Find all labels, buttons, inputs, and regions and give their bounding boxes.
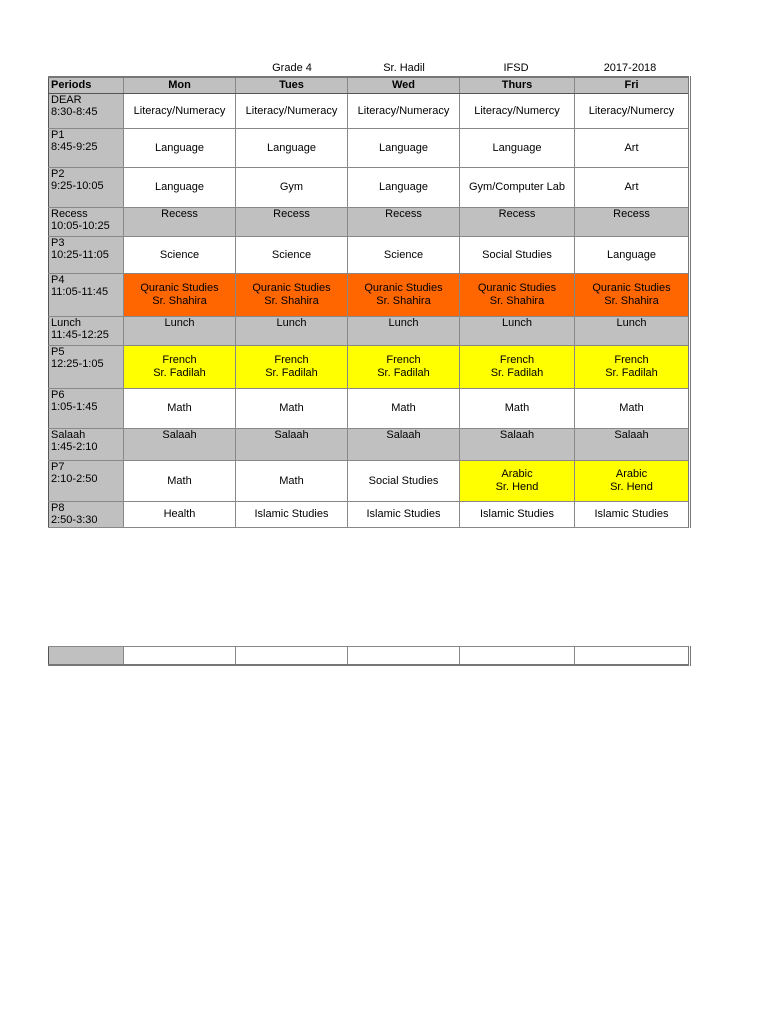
schedule-cell [236,208,348,237]
schedule-cell [460,94,575,129]
periods-header: Periods [49,77,124,94]
day-header: Mon [124,77,236,94]
school-label: IFSD [503,62,529,74]
subject-label: Math [167,402,192,414]
period-cell [49,274,124,317]
subject-label: Arabic [615,468,648,480]
subject-label: Math [504,402,530,414]
schedule-cell [124,168,236,208]
header-row [49,77,690,94]
footer-cell [460,647,575,666]
subject-label: Language [492,141,542,154]
schedule-row [49,168,690,208]
timetable-footer-row [48,646,691,666]
schedule-cell [575,94,690,129]
period-name: Recess [51,208,88,220]
subject-label: Arabic [501,468,533,480]
period-time: 2:10-2:50 [51,473,98,485]
subject-label: Language [267,141,316,154]
period-name: P3 [51,237,65,249]
schedule-cell [460,389,575,429]
schedule-cell [460,208,575,237]
schedule-cell [575,389,690,429]
subject-label: Literacy/Numeracy [357,104,450,117]
period-time: 10:05-10:25 [51,220,110,232]
blank-area [48,529,689,646]
schedule-cell [460,461,575,502]
subject-label: Language [155,141,204,154]
schedule-cell [348,208,460,237]
subject-label: Language [155,181,204,193]
subject-label: Quranic Studies [140,282,219,294]
subject-label: Recess [161,208,198,220]
timetable [48,76,691,528]
schedule-cell [124,346,236,389]
period-name: Lunch [51,317,81,329]
schedule-cell [124,389,236,429]
subject-label: French [274,354,309,366]
schedule-cell [236,461,348,502]
schedule-cell [236,502,348,528]
header-info-row [48,60,689,76]
period-time: 10:25-11:05 [51,249,109,261]
subject-label: Literacy/Numeracy [133,104,226,117]
subject-label: Gym [279,181,304,193]
period-cell [49,94,124,129]
period-name: P5 [51,346,65,358]
period-name: P1 [51,129,65,141]
subject-label: Islamic Studies [480,508,554,520]
subject-label: Islamic Studies [594,508,669,520]
subject-label: Social Studies [368,474,439,487]
schedule-cell [575,317,690,346]
period-cell [49,346,124,389]
teacher-name: Sr. Hend [495,481,539,493]
schedule-cell [460,274,575,317]
teacher-name: Sr. Fadilah [153,367,206,379]
subject-label: Salaah [274,429,309,441]
schedule-cell [236,274,348,317]
period-cell [49,237,124,274]
teacher-name: Sr. Shahira [604,295,659,307]
period-time: 1:45-2:10 [51,441,98,453]
teacher-name: Sr. Shahira [376,295,431,307]
schedule-cell [460,317,575,346]
period-name: P4 [51,274,65,286]
subject-label: Language [607,248,656,261]
period-name: DEAR [51,94,82,106]
schedule-row [49,389,690,429]
subject-label: Recess [613,208,650,220]
period-cell [49,429,124,461]
subject-label: Lunch [388,317,419,329]
schedule-cell [124,502,236,528]
teacher-name: Sr. Fadilah [377,367,430,379]
schedule-cell [460,129,575,168]
schedule-cell [348,429,460,461]
schedule-cell [575,129,690,168]
teacher-name: Sr. Shahira [489,295,545,307]
subject-label: Quranic Studies [477,282,557,294]
schedule-cell [348,94,460,129]
subject-label: Literacy/Numercy [474,104,560,117]
schedule-cell [236,317,348,346]
period-cell [49,208,124,237]
period-time: 8:30-8:45 [51,106,98,118]
subject-label: Lunch [502,317,532,329]
subject-label: Science [271,248,312,261]
period-time: 1:05-1:45 [51,401,98,413]
subject-label: Salaah [614,429,649,441]
subject-label: French [614,354,649,366]
period-time: 11:45-12:25 [51,329,109,341]
subject-label: Math [279,474,304,487]
schedule-cell [124,274,236,317]
subject-label: Salaah [499,429,535,441]
schedule-cell [348,389,460,429]
schedule-cell [236,94,348,129]
teacher-name: Sr. Shahira [264,295,319,307]
schedule-cell [348,317,460,346]
day-header: Thurs [460,77,575,94]
schedule-cell [348,502,460,528]
schedule-row [49,346,690,389]
footer-cell [236,647,348,666]
subject-label: Lunch [276,317,307,329]
footer-cell [124,647,236,666]
schedule-cell [575,168,690,208]
subject-label: Math [619,402,644,414]
schedule-row [49,94,690,129]
period-name: P7 [51,461,65,473]
schedule-cell [236,429,348,461]
teacher-label: Sr. Hadil [383,62,425,74]
subject-label: Lunch [164,317,195,329]
subject-label: Health [163,508,196,520]
teacher-name: Sr. Hend [610,481,653,493]
year-label: 2017-2018 [603,62,657,74]
subject-label: Islamic Studies [254,508,329,520]
subject-label: Literacy/Numercy [588,104,675,117]
schedule-cell [575,274,690,317]
teacher-name: Sr. Shahira [152,295,207,307]
schedule-cell [575,429,690,461]
subject-label: Math [279,402,304,414]
footer-period-cell [49,647,124,666]
schedule-cell [575,502,690,528]
schedule-row [49,429,690,461]
subject-label: French [499,354,535,366]
schedule-cell [124,237,236,274]
subject-label: Recess [273,208,310,220]
schedule-cell [124,429,236,461]
period-name: P2 [51,168,65,180]
subject-label: Quranic Studies [592,282,671,294]
subject-label: Quranic Studies [364,282,443,294]
grade-label: Grade 4 [272,62,312,74]
schedule-cell [460,237,575,274]
subject-label: Islamic Studies [366,508,441,520]
period-time: 9:25-10:05 [51,180,104,192]
schedule-cell [124,129,236,168]
schedule-cell [236,237,348,274]
subject-label: Math [391,402,416,414]
schedule-row [49,129,690,168]
period-cell [49,502,124,528]
schedule-row [49,317,690,346]
subject-label: Literacy/Numeracy [245,104,338,117]
subject-label: Salaah [162,429,197,441]
schedule-cell [124,94,236,129]
period-time: 2:50-3:30 [51,514,98,526]
period-time: 8:45-9:25 [51,141,98,153]
subject-label: Quranic Studies [252,282,331,294]
schedule-row [49,502,690,528]
schedule-cell [460,429,575,461]
subject-label: French [162,354,197,366]
schedule-cell [124,317,236,346]
subject-label: Art [624,141,639,154]
period-name: P8 [51,502,65,514]
schedule-row [49,237,690,274]
period-cell [49,129,124,168]
period-name: P6 [51,389,65,401]
subject-label: Lunch [616,317,647,329]
schedule-cell [575,237,690,274]
period-name: Salaah [51,429,86,441]
teacher-name: Sr. Fadilah [490,367,544,379]
period-time: 11:05-11:45 [51,286,109,298]
schedule-cell [236,346,348,389]
period-cell [49,317,124,346]
subject-label: Salaah [386,429,421,441]
footer-cell [348,647,460,666]
teacher-name: Sr. Fadilah [265,367,318,379]
schedule-row [49,461,690,502]
schedule-cell [348,129,460,168]
subject-label: French [386,354,421,366]
subject-label: Math [167,474,192,487]
schedule-cell [575,461,690,502]
schedule-cell [460,168,575,208]
schedule-row [49,274,690,317]
subject-label: Language [379,181,428,193]
subject-label: Social Studies [482,248,552,261]
schedule-cell [575,346,690,389]
subject-label: Science [383,248,424,261]
schedule-cell [348,274,460,317]
day-header: Fri [575,77,690,94]
subject-label: Recess [385,208,422,220]
schedule-cell [575,208,690,237]
schedule-cell [348,168,460,208]
schedule-cell [460,346,575,389]
schedule-cell [236,129,348,168]
subject-label: Language [379,141,428,154]
day-header: Tues [236,77,348,94]
subject-label: Art [624,181,639,193]
schedule-cell [236,389,348,429]
teacher-name: Sr. Fadilah [605,367,658,379]
subject-label: Gym/Computer Lab [469,181,565,193]
schedule-cell [348,237,460,274]
schedule-cell [124,461,236,502]
schedule-cell [236,168,348,208]
day-header: Wed [348,77,460,94]
schedule-row [49,208,690,237]
schedule-cell [460,502,575,528]
schedule-cell [124,208,236,237]
subject-label: Recess [498,208,536,220]
period-time: 12:25-1:05 [51,358,104,370]
period-cell [49,389,124,429]
period-cell [49,168,124,208]
subject-label: Science [159,248,200,261]
footer-cell [575,647,690,666]
schedule-cell [348,461,460,502]
period-cell [49,461,124,502]
schedule-cell [348,346,460,389]
